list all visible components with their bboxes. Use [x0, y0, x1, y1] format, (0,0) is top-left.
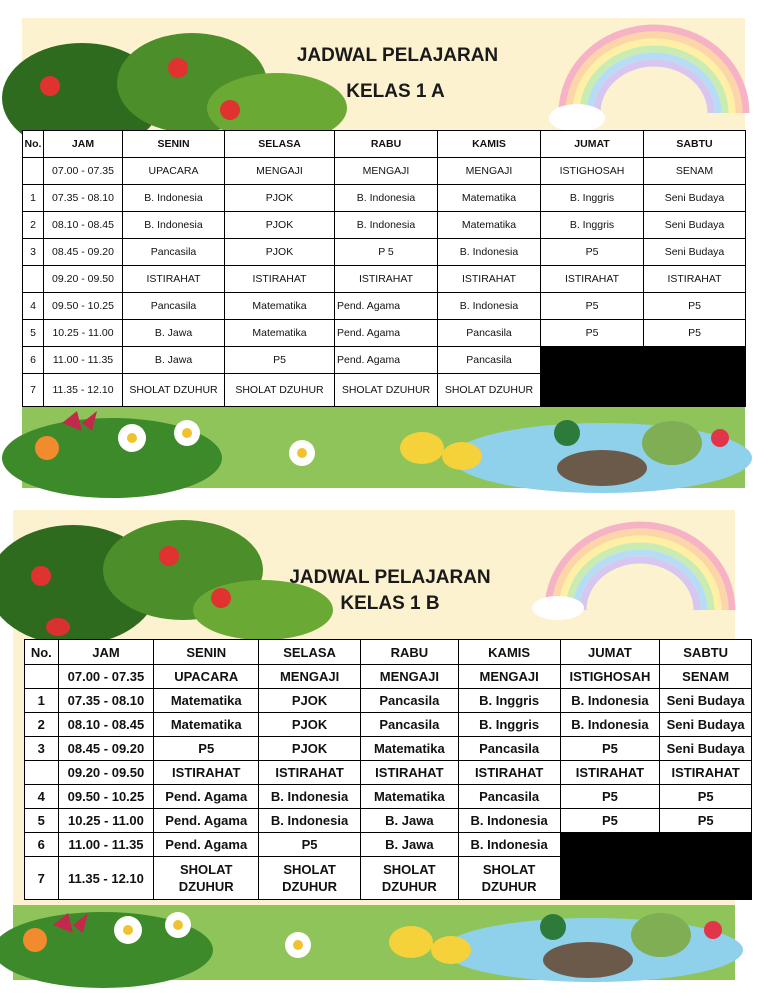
cell-sabtu: P5 — [660, 809, 752, 833]
table-row — [25, 785, 752, 809]
cell-kamis: MENGAJI — [438, 158, 541, 185]
cell-sabtu-blocked — [660, 833, 752, 857]
cell-jumat: B. Indonesia — [560, 689, 660, 713]
cell-selasa: SHOLAT DZUHUR — [225, 374, 335, 407]
cell-senin: ISTIRAHAT — [154, 761, 259, 785]
header-senin: SENIN — [154, 640, 259, 665]
cell-jam: 08.45 - 09.20 — [44, 239, 123, 266]
frog-icon — [631, 913, 691, 957]
cell-selasa: PJOK — [259, 713, 361, 737]
cell-jumat: ISTIGHOSAH — [560, 665, 660, 689]
cell-kamis: B. Inggris — [458, 713, 560, 737]
cell-jam: 08.10 - 08.45 — [44, 212, 123, 239]
cell-kamis: Pancasila — [458, 785, 560, 809]
cell-no — [25, 761, 59, 785]
header-rabu: RABU — [335, 131, 438, 158]
cell-senin: B. Jawa — [123, 347, 225, 374]
cell-no: 3 — [23, 239, 44, 266]
cell-sabtu: SENAM — [660, 665, 752, 689]
cell-sabtu-blocked — [660, 857, 752, 900]
cell-senin: Matematika — [154, 689, 259, 713]
cell-sabtu: P5 — [644, 320, 746, 347]
cell-jam: 10.25 - 11.00 — [58, 809, 154, 833]
cell-rabu: Pend. Agama — [335, 320, 438, 347]
apple-icon — [220, 100, 240, 120]
page-title: JADWAL PELAJARAN — [289, 567, 491, 588]
table-row — [25, 665, 752, 689]
cell-kamis: Pancasila — [438, 347, 541, 374]
cell-kamis: Matematika — [438, 185, 541, 212]
cell-no: 4 — [23, 293, 44, 320]
cell-rabu: P 5 — [335, 239, 438, 266]
apple-icon — [159, 546, 179, 566]
cell-jumat-blocked — [541, 347, 644, 374]
cell-jumat-blocked — [560, 833, 660, 857]
cell-senin: Matematika — [154, 713, 259, 737]
cell-jam: 09.50 - 10.25 — [58, 785, 154, 809]
cell-jumat: B. Inggris — [541, 185, 644, 212]
cell-jam: 09.20 - 09.50 — [44, 266, 123, 293]
header-senin: SENIN — [123, 131, 225, 158]
schedule-page-kelas-1a — [22, 18, 745, 488]
class-name: KELAS 1 A — [346, 81, 445, 102]
cell-senin: SHOLAT DZUHUR — [123, 374, 225, 407]
cell-jam: 11.00 - 11.35 — [58, 833, 154, 857]
cell-selasa: PJOK — [259, 689, 361, 713]
cell-jumat: B. Inggris — [541, 212, 644, 239]
cell-no: 2 — [25, 713, 59, 737]
header-selasa: SELASA — [225, 131, 335, 158]
header-jam: JAM — [58, 640, 154, 665]
cell-rabu: ISTIRAHAT — [360, 761, 458, 785]
cell-no — [23, 158, 44, 185]
cell-no: 7 — [23, 374, 44, 407]
cell-kamis: B. Indonesia — [438, 293, 541, 320]
cell-sabtu: Seni Budaya — [644, 212, 746, 239]
cell-senin: P5 — [154, 737, 259, 761]
cell-rabu: B. Indonesia — [335, 212, 438, 239]
cell-rabu: B. Indonesia — [335, 185, 438, 212]
cell-senin: Pend. Agama — [154, 785, 259, 809]
cell-jam: 07.00 - 07.35 — [44, 158, 123, 185]
table-row — [23, 320, 746, 347]
cell-jumat-blocked — [541, 374, 644, 407]
cell-kamis: Matematika — [438, 212, 541, 239]
table-row — [23, 293, 746, 320]
cell-rabu: Pancasila — [360, 713, 458, 737]
cell-kamis: B. Indonesia — [458, 833, 560, 857]
table-header-row — [25, 640, 752, 665]
cell-selasa: MENGAJI — [225, 158, 335, 185]
cell-kamis: SHOLAT DZUHUR — [438, 374, 541, 407]
ladybug-icon — [46, 618, 70, 636]
table-row — [23, 347, 746, 374]
header-no: No. — [25, 640, 59, 665]
cell-senin: Pend. Agama — [154, 809, 259, 833]
cell-jumat: ISTIRAHAT — [560, 761, 660, 785]
table-row — [23, 374, 746, 407]
cell-no — [23, 266, 44, 293]
cell-senin: UPACARA — [154, 665, 259, 689]
cell-selasa: P5 — [225, 347, 335, 374]
cell-selasa: B. Indonesia — [259, 785, 361, 809]
cell-jumat: P5 — [541, 293, 644, 320]
cell-selasa: ISTIRAHAT — [259, 761, 361, 785]
cell-no: 6 — [23, 347, 44, 374]
duckling-icon — [389, 926, 433, 958]
cell-sabtu: SENAM — [644, 158, 746, 185]
cell-senin: SHOLAT DZUHUR — [154, 857, 259, 900]
cell-senin: B. Indonesia — [123, 185, 225, 212]
header-jam: JAM — [44, 131, 123, 158]
duck-icon — [543, 942, 633, 978]
cell-jam: 07.00 - 07.35 — [58, 665, 154, 689]
table-header-row — [23, 131, 746, 158]
garden-illustration — [0, 905, 743, 988]
frog-icon — [642, 421, 702, 465]
cell-rabu: Matematika — [360, 785, 458, 809]
schedule-table — [24, 639, 752, 900]
table-row — [23, 239, 746, 266]
cell-rabu: Pend. Agama — [335, 293, 438, 320]
cell-no: 3 — [25, 737, 59, 761]
duckling-icon — [442, 442, 482, 470]
cell-kamis: B. Indonesia — [438, 239, 541, 266]
cell-selasa: P5 — [259, 833, 361, 857]
cell-kamis: Pancasila — [438, 320, 541, 347]
cloud-icon — [549, 104, 605, 132]
cell-sabtu-blocked — [644, 374, 746, 407]
header-kamis: KAMIS — [438, 131, 541, 158]
cell-sabtu: Seni Budaya — [660, 689, 752, 713]
duckling-icon — [431, 936, 471, 964]
header-rabu: RABU — [360, 640, 458, 665]
table-row — [25, 713, 752, 737]
schedule-page-kelas-1b — [13, 510, 745, 980]
cell-jam: 08.45 - 09.20 — [58, 737, 154, 761]
cell-sabtu: P5 — [644, 293, 746, 320]
cell-rabu: Pancasila — [360, 689, 458, 713]
cell-jumat-blocked — [560, 857, 660, 900]
duck-icon — [557, 450, 647, 486]
header-no: No. — [23, 131, 44, 158]
table-row — [25, 809, 752, 833]
table-row — [23, 185, 746, 212]
cell-selasa: Matematika — [225, 320, 335, 347]
cell-no: 4 — [25, 785, 59, 809]
duckling-icon — [400, 432, 444, 464]
cell-sabtu: Seni Budaya — [660, 713, 752, 737]
cell-kamis: Pancasila — [458, 737, 560, 761]
cell-selasa: PJOK — [225, 239, 335, 266]
cell-jam: 07.35 - 08.10 — [44, 185, 123, 212]
page-title: JADWAL PELAJARAN — [296, 45, 499, 66]
table-row — [23, 266, 746, 293]
cell-jam: 11.00 - 11.35 — [44, 347, 123, 374]
cell-selasa: ISTIRAHAT — [225, 266, 335, 293]
cell-senin: B. Indonesia — [123, 212, 225, 239]
cell-jumat: P5 — [560, 737, 660, 761]
cell-selasa: PJOK — [259, 737, 361, 761]
cell-jumat: B. Indonesia — [560, 713, 660, 737]
table-row — [25, 857, 752, 900]
cell-rabu: Matematika — [360, 737, 458, 761]
table-row — [25, 737, 752, 761]
cell-jam: 11.35 - 12.10 — [44, 374, 123, 407]
cell-kamis: ISTIRAHAT — [458, 761, 560, 785]
table-row — [23, 158, 746, 185]
cell-kamis: MENGAJI — [458, 665, 560, 689]
header-sabtu: SABTU — [644, 131, 746, 158]
class-name: KELAS 1 B — [340, 593, 440, 614]
header-kamis: KAMIS — [458, 640, 560, 665]
cell-rabu: SHOLAT DZUHUR — [360, 857, 458, 900]
cell-no: 5 — [23, 320, 44, 347]
cell-rabu: B. Jawa — [360, 809, 458, 833]
cell-jumat: P5 — [541, 239, 644, 266]
header-jumat: JUMAT — [560, 640, 660, 665]
cell-senin: Pancasila — [123, 293, 225, 320]
cell-kamis: SHOLAT DZUHUR — [458, 857, 560, 900]
cell-senin: B. Jawa — [123, 320, 225, 347]
table-row — [23, 212, 746, 239]
cell-jam: 07.35 - 08.10 — [58, 689, 154, 713]
cell-jumat: ISTIRAHAT — [541, 266, 644, 293]
cell-selasa: PJOK — [225, 185, 335, 212]
cell-jam: 11.35 - 12.10 — [58, 857, 154, 900]
cell-jam: 10.25 - 11.00 — [44, 320, 123, 347]
table-row — [25, 761, 752, 785]
cell-sabtu: ISTIRAHAT — [660, 761, 752, 785]
cell-rabu: ISTIRAHAT — [335, 266, 438, 293]
cell-selasa: MENGAJI — [259, 665, 361, 689]
cell-no: 1 — [25, 689, 59, 713]
cell-no: 2 — [23, 212, 44, 239]
cell-rabu: MENGAJI — [360, 665, 458, 689]
cell-rabu: B. Jawa — [360, 833, 458, 857]
cell-kamis: B. Indonesia — [458, 809, 560, 833]
cell-jumat: P5 — [541, 320, 644, 347]
cell-selasa: SHOLAT DZUHUR — [259, 857, 361, 900]
cell-senin: ISTIRAHAT — [123, 266, 225, 293]
cell-selasa: Matematika — [225, 293, 335, 320]
cell-jam: 08.10 - 08.45 — [58, 713, 154, 737]
table-row — [25, 833, 752, 857]
cell-rabu: MENGAJI — [335, 158, 438, 185]
cell-sabtu: Seni Budaya — [644, 185, 746, 212]
cell-jam: 09.50 - 10.25 — [44, 293, 123, 320]
cell-sabtu-blocked — [644, 347, 746, 374]
table-row — [25, 689, 752, 713]
cell-sabtu: Seni Budaya — [644, 239, 746, 266]
header-sabtu: SABTU — [660, 640, 752, 665]
cell-selasa: B. Indonesia — [259, 809, 361, 833]
cell-sabtu: P5 — [660, 785, 752, 809]
cell-no — [25, 665, 59, 689]
cell-jumat: P5 — [560, 785, 660, 809]
cell-no: 5 — [25, 809, 59, 833]
cell-selasa: PJOK — [225, 212, 335, 239]
cell-no: 1 — [23, 185, 44, 212]
header-jumat: JUMAT — [541, 131, 644, 158]
schedule-table — [22, 130, 746, 407]
cell-jam: 09.20 - 09.50 — [58, 761, 154, 785]
cell-jumat: ISTIGHOSAH — [541, 158, 644, 185]
cell-rabu: SHOLAT DZUHUR — [335, 374, 438, 407]
cell-senin: UPACARA — [123, 158, 225, 185]
cell-sabtu: ISTIRAHAT — [644, 266, 746, 293]
garden-illustration — [2, 403, 752, 498]
header-selasa: SELASA — [259, 640, 361, 665]
cell-kamis: B. Inggris — [458, 689, 560, 713]
cell-senin: Pend. Agama — [154, 833, 259, 857]
cell-senin: Pancasila — [123, 239, 225, 266]
cell-no: 6 — [25, 833, 59, 857]
cell-sabtu: Seni Budaya — [660, 737, 752, 761]
cell-jumat: P5 — [560, 809, 660, 833]
cell-no: 7 — [25, 857, 59, 900]
cell-rabu: Pend. Agama — [335, 347, 438, 374]
cell-kamis: ISTIRAHAT — [438, 266, 541, 293]
